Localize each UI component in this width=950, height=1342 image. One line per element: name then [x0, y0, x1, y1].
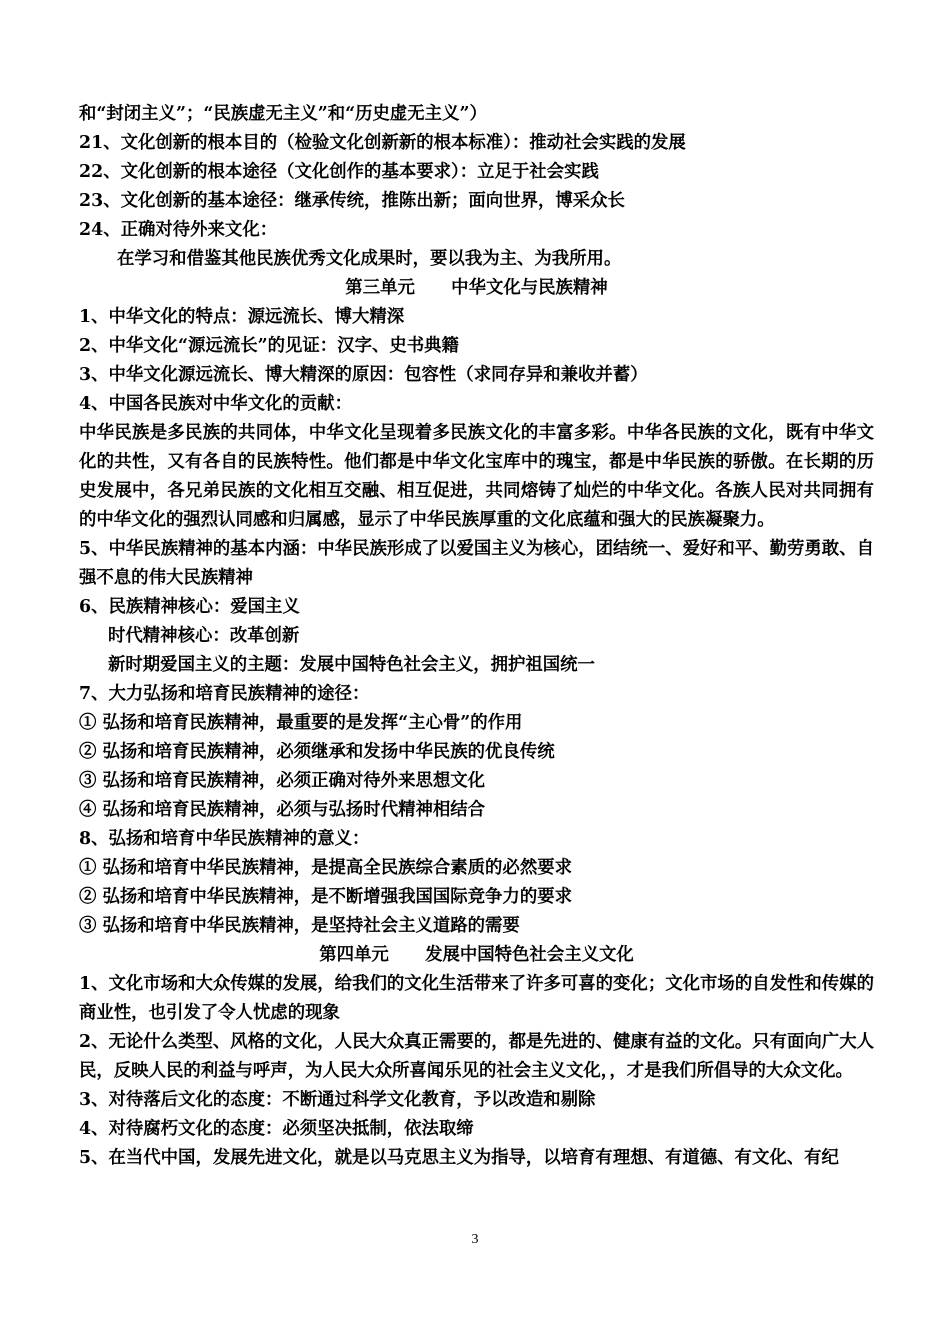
sub-item: ④ 弘扬和培育民族精神，必须与弘扬时代精神相结合	[79, 800, 486, 820]
list-item: 4、对待腐朽文化的态度：必须坚决抵制，依法取缔	[79, 1119, 474, 1139]
list-item: 5、中华民族精神的基本内涵：中华民族形成了以爱国主义为核心，团结统一、爱好和平、勤劳勇敢、自强不息的伟大民族精神	[79, 539, 874, 588]
unit3-heading: 第三单元 中华文化与民族精神	[345, 278, 608, 298]
list-item: 2、无论什么类型、风格的文化，人民大众真正需要的，都是先进的、健康有益的文化。只有面向广大人民，反映人民的利益与呼声，为人民大众所喜闻乐见的社会主义文化，，才是我们所倡导的大众文化。	[79, 1032, 874, 1081]
list-item: 8、弘扬和培育中华民族精神的意义：	[79, 829, 370, 849]
list-item: 4、中国各民族对中华文化的贡献：	[79, 394, 352, 414]
sub-item: ② 弘扬和培育民族精神，必须继承和发扬中华民族的优良传统	[79, 742, 555, 762]
list-item: 1、中华文化的特点：源远流长、博大精深	[79, 307, 405, 327]
page-number: 3	[471, 1232, 479, 1247]
list-item: 5、在当代中国，发展先进文化，就是以马克思主义为指导，以培育有理想、有道德、有文化、有纪	[79, 1148, 839, 1168]
text-line: 22、文化创新的根本途径（文化创作的基本要求）：立足于社会实践	[79, 162, 599, 182]
page-content	[79, 100, 874, 1173]
list-item: 3、中华文化源远流长、博大精深的原因：包容性（求同存异和兼收并蓄）	[79, 365, 648, 385]
sub-item: ② 弘扬和培育中华民族精神，是不断增强我国国际竞争力的要求	[79, 887, 572, 907]
text-line: 24、正确对待外来文化：	[79, 220, 278, 240]
list-item: 3、对待落后文化的态度：不断通过科学文化教育，予以改造和剔除	[79, 1090, 596, 1110]
list-item: 时代精神核心：改革创新	[108, 626, 300, 646]
sub-item: ③ 弘扬和培育民族精神，必须正确对待外来思想文化	[79, 771, 486, 791]
list-item: 1、文化市场和大众传媒的发展，给我们的文化生活带来了许多可喜的变化；文化市场的自发性和传媒的商业性，也引发了令人忧虑的现象	[79, 974, 874, 1023]
unit4-heading: 第四单元 发展中国特色社会主义文化	[319, 945, 634, 965]
text-line: 21、文化创新的根本目的（检验文化创新新的根本标准）：推动社会实践的发展	[79, 133, 686, 153]
text-line: 23、文化创新的基本途径：继承传统，推陈出新；面向世界，博采众长	[79, 191, 625, 211]
list-item: 7、大力弘扬和培育民族精神的途径：	[79, 684, 370, 704]
list-item: 2、中华文化“源远流长”的见证：汉字、史书典籍	[79, 336, 459, 356]
sub-item: ① 弘扬和培育中华民族精神，是提高全民族综合素质的必然要求	[79, 858, 572, 878]
sub-item: ① 弘扬和培育民族精神，最重要的是发挥“主心骨”的作用	[79, 713, 523, 733]
sub-item: ③ 弘扬和培育中华民族精神，是坚持社会主义道路的需要	[79, 916, 520, 936]
list-item: 新时期爱国主义的主题：发展中国特色社会主义，拥护祖国统一	[108, 655, 595, 675]
text-line: 和“封闭主义”；“民族虚无主义”和“历史虚无主义”）	[79, 104, 487, 124]
text-line: 在学习和借鉴其他民族优秀文化成果时，要以我为主、为我所用。	[117, 249, 622, 269]
paragraph-contribution: 中华民族是多民族的共同体，中华文化呈现着多民族文化的丰富多彩。中华各民族的文化，既有中华文化的共性，又有各自的民族特性。他们都是中华文化宝库中的瑰宝，都是中华民族的骄傲。在长期的历史发展中，各兄弟民族的文化相互交融、相互促进，共同熔铸了灿烂的中华文化。各族人民对共同拥有的中华文化的强烈认同感和归属感，显示了中华民族厚重的文化底蕴和强大的民族凝聚力。	[79, 423, 874, 530]
list-item: 6、民族精神核心：爱国主义	[79, 597, 300, 617]
